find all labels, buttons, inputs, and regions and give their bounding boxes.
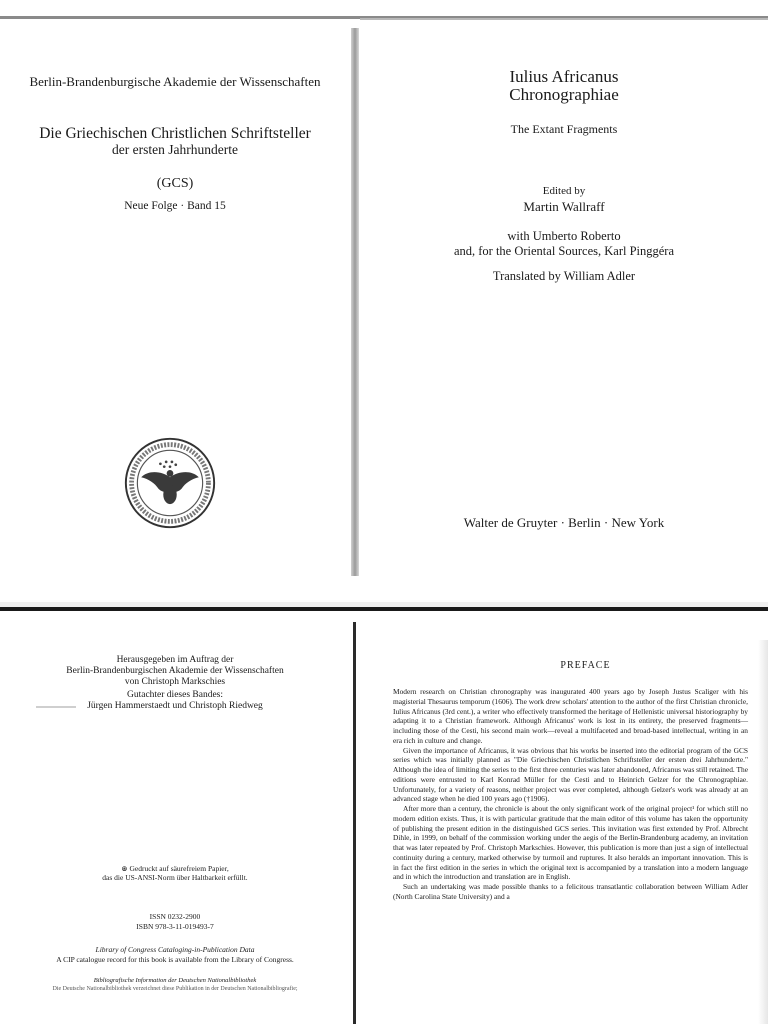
coeditors [370, 229, 758, 259]
preface-body [393, 687, 748, 902]
volume-number: Neue Folge · Band 15 [124, 200, 226, 212]
imprint-page [10, 655, 340, 993]
dnb-heading: Bibliografische Information der Deutschen Nationalbibliothek [93, 977, 257, 984]
loc-cip-text: A CIP catalogue record for this book is available from the Library of Congress. [56, 955, 294, 964]
editor-statement [10, 655, 340, 688]
scan-separator [0, 607, 768, 611]
book-title [370, 68, 758, 104]
preface-paragraph: Such an undertaking was made possible thanks to a felicitous transatlantic collaboration between William Adler (North Carolina State University) and a [393, 882, 748, 901]
paper-notice-line-1: ⊛ Gedruckt auf säurefreiem Papier, [121, 864, 229, 873]
book-title-main: Chronographiae [509, 85, 619, 104]
isbn-number: ISBN 978-3-11-019493-7 [136, 922, 214, 931]
scan-edge-top-shadow [360, 18, 768, 20]
dnb-text: Die Deutsche Nationalbibliothek verzeichnet diese Publikation in der Deutschen Nationalbibliografie; [52, 986, 298, 992]
editor-statement-line-2: Berlin-Brandenburgischen Akademie der Wissenschaften [66, 666, 284, 676]
series-title-main: Die Griechischen Christlichen Schriftsteller [39, 125, 311, 142]
preface-paragraph: Given the importance of Africanus, it was obvious that his works be inserted into the editorial program of the GCS series which was initially planned as "Die Griechischen Christlichen Schriftsteller der ersten drei Jahrhunderte." Although the idea of limiting the series to the first three centuries was later abandoned, Africanus was still retained. The editions were entrusted to Karl Konrad Müller for the Cesti and to Heinrich Gelzer for the Chronographiae. Unfortunately, for a variety of reasons, neither project was ever completed, although Gelzer's work was already at an advanced stage when he died 100 years ago (†1906). [393, 745, 748, 804]
series-abbreviation: (GCS) [156, 176, 194, 191]
publisher-imprint: Walter de Gruyter · Berlin · New York [463, 515, 665, 530]
academy-seal-icon [122, 435, 218, 531]
book-author: Iulius Africanus [509, 67, 619, 86]
loc-cip [10, 945, 340, 965]
series-page [10, 60, 340, 212]
coeditor-pinggera: and, for the Oriental Sources, Karl Pinggéra [453, 244, 675, 258]
coeditor-roberto: with Umberto Roberto [507, 229, 621, 243]
preface-title: PREFACE [560, 660, 611, 671]
paper-notice-line-2: das die US-ANSI-Norm über Haltbarkeit erfüllt. [102, 873, 248, 882]
preface-page [393, 660, 748, 902]
editor-statement-line-1: Herausgegeben im Auftrag der [116, 655, 234, 665]
academy-name: Berlin-Brandenburgische Akademie der Wissenschaften [29, 74, 321, 89]
reviewers-names: Jürgen Hammerstaedt und Christoph Riedweg [87, 701, 263, 711]
book-gutter-top [351, 28, 359, 576]
reviewers [10, 690, 340, 712]
preface-paragraph: After more than a century, the chronicle is about the only significant work of the original project¹ for which still no modern edition exists. Thus, it is with particular gratitude that the main editor of this volume has taken the opportunity of publishing the present edition in the distinguished GCS series. This invitation was first extended by Prof. Albrecht Dihle, in 1999, on behalf of the commission working under the aegis of the Berlin-Brandenburg academy, an invitation that was later repeated by Prof. Christoph Markschies. However, this publication is more than just a sign of intellectual continuity during a century, marked otherwise by turmoil and ruptures. It also heralds an important innovation. This is in fact the first edition in the series in which the original text is accompanied by a translation into a modern language and in which the introduction and translation are in English. [393, 804, 748, 882]
loc-cip-heading: Library of Congress Cataloging-in-Publication Data [95, 945, 255, 954]
book-gutter-bottom [353, 622, 356, 1024]
editor-statement-line-3: von Christoph Markschies [124, 677, 226, 687]
page-edge-shadow [758, 640, 768, 1024]
translator: Translated by William Adler [492, 269, 636, 283]
title-page [370, 60, 758, 284]
series-title-sub: der ersten Jahrhunderte [112, 142, 238, 157]
preface-paragraph: Modern research on Christian chronography was inaugurated 400 years ago by Joseph Justus Scaliger with his magisterial Thesaurus temporum (1606). The work drew scholars' attention to the author of the first Christian chronicle, Iulius Africanus (3rd cent.), a writer who effectively transformed the heritage of Hellenistic universal historiography by adapting it to a Christian framework. Although Africanus' work is lost in its entirety, the preserved fragments—including those of the Cesti, his second main work—reveal a multifaceted and broad-based intellectual, writing in an era rich in culture and change. [393, 687, 748, 745]
reviewers-label: Gutachter dieses Bandes: [126, 690, 224, 700]
paper-notice [10, 864, 340, 882]
series-title [10, 126, 340, 158]
edited-by-label: Edited by [542, 185, 586, 197]
identifiers [10, 912, 340, 932]
book-subtitle: The Extant Fragments [510, 122, 618, 136]
issn-number: ISSN 0232-2900 [149, 912, 201, 921]
editor-name: Martin Wallraff [523, 199, 605, 214]
